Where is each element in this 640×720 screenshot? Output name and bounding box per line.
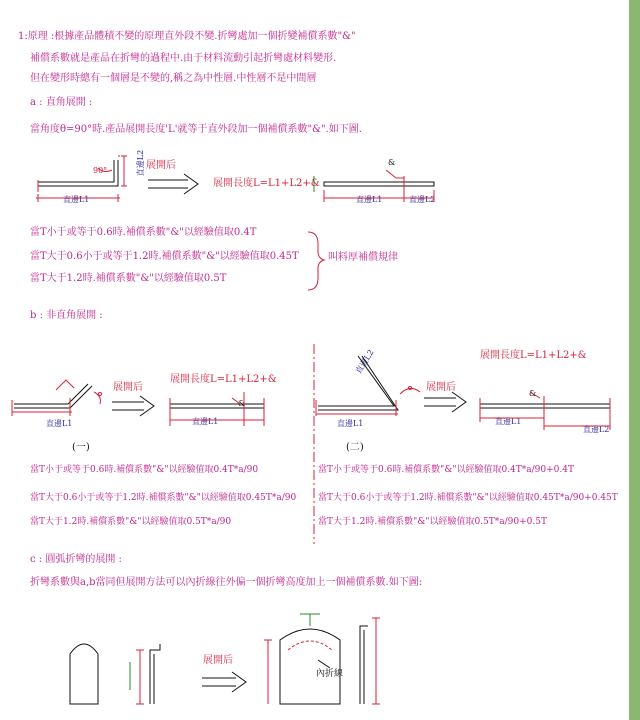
section-c-arc-parts — [70, 644, 160, 704]
rules-brace — [308, 232, 324, 290]
section-a-flat-l1: 直邊L1 — [356, 195, 383, 204]
section-a-intro: 當角度θ=90°時.產品展開長度'L'就等于直外段加一個補償系數"&".如下圖. — [30, 124, 362, 135]
case2-formula: 展開長度L=L1+L2+& — [480, 350, 587, 361]
section-a-bent-part — [36, 156, 127, 202]
case1-amp: & — [238, 399, 246, 408]
section-c-inner-line-label: 內折線 — [316, 669, 344, 679]
case2-dim-l2: 直邊L2 — [353, 348, 376, 376]
section-a-arrow-label: 展開后 — [146, 160, 176, 171]
case2-rule-3: 當T大于1.2時.補償系數"&"以經驗值取0.5T*a/90+0.5T — [318, 517, 547, 527]
section-a-brace-note: 叫料厚補償規律 — [328, 252, 398, 263]
case2-rule-2: 當T大于0.6小于或等于1.2時.補償系數"&"以經驗值取0.45T*a/90+0.45T — [318, 493, 618, 503]
section-a-dim-l2: 直邊L2 — [136, 149, 146, 177]
case2-arrow — [424, 392, 466, 412]
case1-flat-part — [170, 392, 264, 426]
section-c-arrow — [202, 672, 246, 692]
case1-rule-3: 當T大于1.2時.補償系數"&"以經驗值取0.5T*a/90 — [30, 517, 232, 527]
section-a-rule-3: 當T大于1.2時.補償系數"&"以經驗值取0.5T — [30, 273, 227, 284]
case2-bent-part — [316, 356, 420, 416]
section-a-amp: & — [388, 158, 396, 167]
section-a-formula: 展開長度L=L1+L2+& — [213, 178, 320, 189]
section-c-unfolded-part — [264, 614, 380, 704]
case1-arrow — [112, 396, 154, 416]
right-scroll-border — [629, 0, 640, 720]
section-c-intro: 折彎系數與a,b當同但展開方法可以內折線往外偏一個折彎高度加上一個補償系數.如下圖: — [30, 577, 423, 588]
case2-amp: & — [529, 389, 537, 398]
section-c-arrow-label: 展開后 — [203, 655, 233, 666]
case1-bent-part — [12, 380, 102, 416]
case1-dim-l1: 直邊L1 — [46, 419, 73, 428]
case1-flat-l1: 直邊L1 — [192, 417, 219, 426]
case1-arrow-label: 展開后 — [113, 382, 143, 393]
section-a-rule-2: 當T大于0.6小于或等于1.2時.補償系數"&"以經驗值取0.45T — [30, 251, 299, 262]
case2-caption: (二) — [346, 442, 364, 453]
case2-arrow-label: 展開后 — [426, 382, 456, 393]
case2-rule-1: 當T小于或等于0.6時.補償系數"&"以經驗值取0.4T*a/90+0.4T — [318, 465, 574, 475]
case1-rule-2: 當T大于0.6小于或等于1.2時.補償系數"&"以經驗值取0.45T*a/90 — [30, 493, 297, 503]
case1-formula: 展開長度L=L1+L2+& — [170, 374, 277, 385]
section-a-dim-l1: 直邊L1 — [63, 195, 90, 204]
case2-flat-l2: 直邊L2 — [583, 425, 610, 434]
case1-caption: (一) — [72, 442, 90, 453]
section-a-angle-label: 90° — [93, 166, 108, 175]
section-a-heading: a : 直角展開 : — [30, 97, 93, 108]
section-a-flat-part — [314, 170, 434, 202]
case2-flat-l1: 直邊L1 — [495, 417, 522, 426]
case2-flat-part — [480, 392, 610, 430]
principle-line-1: 1:原理 :根據產品體積不變的原理直外段不變.折彎處加一個折變補償系數"&" — [18, 31, 356, 42]
section-a-rule-1: 當T小于或等于0.6時.補償系數"&"以經驗值取0.4T — [30, 227, 257, 238]
principle-line-3: 但在變形時總有一個層是不變的,稱之為中性層.中性層不是中間層 — [30, 73, 317, 84]
case2-dim-l1: 直邊L1 — [337, 419, 364, 428]
section-a-arrow — [148, 174, 198, 194]
case1-rule-1: 當T小于或等于0.6時.補償系數"&"以經驗值取0.4T*a/90 — [30, 465, 259, 475]
section-b-heading: b : 非直角展開 : — [30, 310, 103, 321]
section-a-flat-l2: 直邊L2 — [409, 195, 436, 204]
section-c-heading: c : 圓弧折彎的展開 : — [30, 554, 122, 565]
principle-line-2: 補償系數就是產品在折彎的過程中.由于材料流動引起折彎處材料變形. — [30, 53, 337, 64]
